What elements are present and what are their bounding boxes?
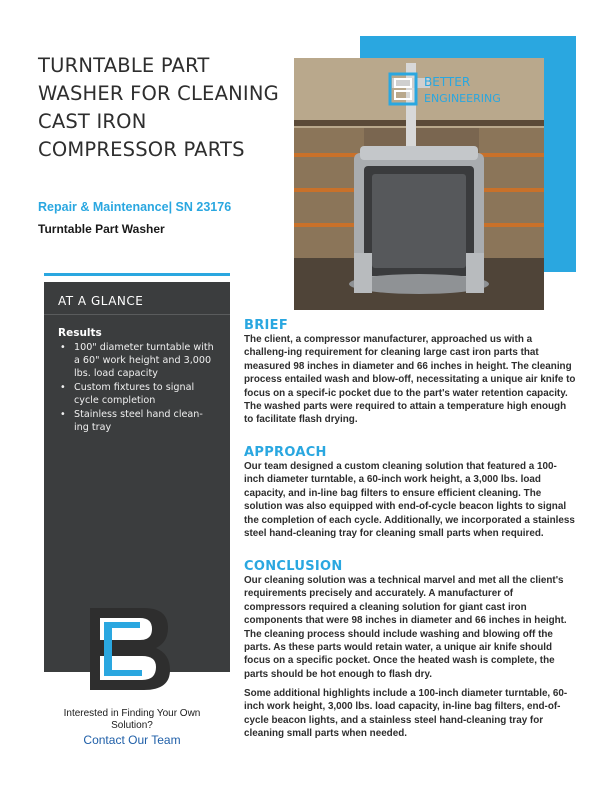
glance-accent-line xyxy=(44,273,230,276)
brief-body: The client, a compressor manufacturer, approached us with a challeng-ing requirement for cleaning large cast iron parts that measured 98 inches in diameter and 66 inches in height. The cleaning process entailed wash and blow-off, necessitating a unique air knife to focus on a specif-ic pocket due to the part's water retention capacity. The washed parts were required to attain a temperature high enough to facilitate flash drying. xyxy=(244,334,576,426)
conclusion-heading: CONCLUSION xyxy=(244,559,343,574)
page-title: TURNTABLE PART WASHER FOR CLEANING CAST IRON COMPRESSOR PARTS xyxy=(38,54,279,161)
results-list xyxy=(58,341,216,434)
glance-heading: AT A GLANCE xyxy=(44,294,230,315)
cta-text: Interested in Finding Your Own Solution? xyxy=(63,708,201,731)
conclusion-body: Our cleaning solution was a technical marvel and met all the client's requirements precisely and accurately. A manufacturer of compressors required a cleaning solution for giant cast iron components that were 98 inches in diameter and 66 inches in height. The cleaning process should include washing and blowing off the parts. As these parts would retain water, a unique air knife should focus on a specific pocket. Once the heated wash is complete, the parts should be hot enough to flash dry. xyxy=(244,575,567,680)
logo-text-engineering: ENGINEERING xyxy=(424,92,501,105)
better-engineering-logo xyxy=(86,604,172,692)
brief-heading: BRIEF xyxy=(244,318,289,333)
washer-photo xyxy=(294,58,544,310)
category-subtitle: Repair & Maintenance| SN 23176 xyxy=(38,200,232,214)
product-name: Turntable Part Washer xyxy=(38,222,165,236)
logo-text-better: BETTER xyxy=(424,75,471,89)
list-item: • Stainless steel hand clean-ing tray xyxy=(58,408,216,434)
glance-subheading: Results xyxy=(58,327,102,339)
conclusion-highlights: Some additional highlights include a 100-inch diameter turntable, 60-inch work height, 3,000 lbs. load capacity, in-line bag filters, end-of-cycle beacon lights, and a stainless steel hand-cleaning tray for cleaning small parts when needed. xyxy=(244,688,568,740)
approach-body: Our team designed a custom cleaning solution that featured a 100-inch diameter turntable, a 60-inch work height, a 3,000 lbs. load capacity, and in-line bag filters to ensure efficient cleaning. The solution was also equipped with end-of-cycle beacon lights to signal the completion of each cycle. Additionally, we incorporated a stainless steel hand-cleaning tray for cleaning small parts when required. xyxy=(244,461,575,540)
approach-heading: APPROACH xyxy=(244,445,327,460)
contact-our-team-link[interactable]: Contact Our Team xyxy=(83,733,181,747)
list-item: • Custom fixtures to signal cycle completion xyxy=(58,381,216,407)
list-item: • 100" diameter turntable with a 60" work height and 3,000 lbs. load capacity xyxy=(58,341,216,380)
